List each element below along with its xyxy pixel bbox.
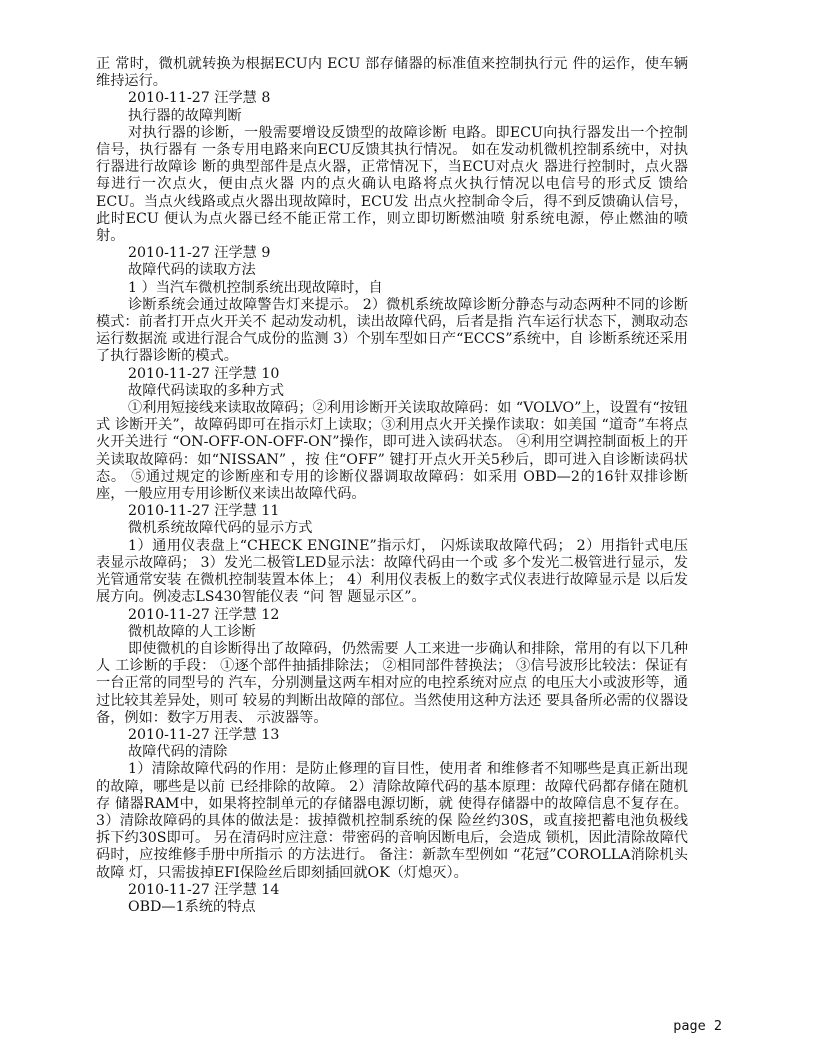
page-number: page 2 — [673, 1018, 722, 1034]
paragraph: 正 常时，微机就转换为根据ECU内 ECU 部存储器的标准值来控制执行元 件的运作，使车辆维持运行。 — [96, 56, 688, 90]
paragraph: 2010-11-27 汪学慧 8 — [128, 90, 271, 107]
paragraph: 故障代码的清除 — [128, 744, 228, 761]
paragraph: 诊断系统会通过故障警告灯来提示。 2）微机系统故障诊断分静态与动态两种不同的诊断模式：前者打开点火开关不 起动发动机，读出故障代码，后者是指 汽车运行状态下，测取动态运行数据流 或进行混合气成份的监测 3）个别车型如日产“ECCS”系统中，自 诊断系统还采用了执行器诊断的模式。 — [96, 296, 688, 365]
paragraph: 故障代码的读取方法 — [128, 262, 256, 279]
paragraph: 故障代码读取的多种方式 — [128, 382, 285, 399]
paragraph: 微机系统故障代码的显示方式 — [128, 520, 313, 537]
paragraph: 1）清除故障代码的作用：是防止修理的盲目性，使用者 和维修者不知哪些是真正新出现的故障，哪些是以前 已经排除的故障。 2）清除故障代码的基本原理：故障代码都存储在随机存 储器RAM中，如果将控制单元的存储器电源切断，就 使得存储器中的故障信息不复存在。 3）清除故障码的具体的做法是：拔掉微机控制系统的保 险丝约30S，或直接把蓄电池负极线拆下约30S即可。 另在清码时应注意：带密码的音响因断电后，会造成 锁机，因此清除故障代码时，应按维修手册中所指示 的方法进行。 备注：新款车型例如 “花冠”COROLLA消除机头故障 灯，只需拔掉EFI保险丝后即刻插回就OK（灯熄灭）。 — [96, 761, 688, 881]
paragraph: 2010-11-27 汪学慧 13 — [128, 726, 280, 743]
document-body — [96, 56, 688, 916]
paragraph: 执行器的故障判断 — [128, 107, 242, 124]
paragraph: 1）通用仪表盘上“CHECK ENGINE”指示灯， 闪烁读取故障代码； 2）用指针式电压表显示故障码； 3）发光二极管LED显示法：故障代码由一个或 多个发光二极管进行显示，发光管通常安装 在微机控制装置本体上； 4）利用仪表板上的数字式仪表进行故障显示是 以后发展方向。例凌志LS430智能仪表 “问 智 题显示区”。 — [96, 537, 688, 606]
paragraph: 微机故障的人工诊断 — [128, 623, 256, 640]
paragraph: ①利用短接线来读取故障码；②利用诊断开关读取故障码：如 “VOLVO”上，设置有“按钮式 诊断开关”，故障码即可在指示灯上读取；③利用点火开关操作读取：如美国 “道奇”车将点火开关进行 “ON-OFF-ON-OFF-ON”操作，即可进入读码状态。 ④利用空调控制面板上的开关读取故障码：如“NISSAN” ，按 住“OFF” 键打开点火开关5秒后，即可进入自诊断读码状态。 ⑤通过规定的诊断座和专用的诊断仪器调取故障码：如采用 OBD—2的16针双排诊断座，一般应用专用诊断仪来读出故障代码。 — [96, 400, 688, 503]
paragraph: 2010-11-27 汪学慧 12 — [128, 606, 280, 623]
paragraph: OBD—1系统的特点 — [128, 898, 256, 915]
paragraph: 对执行器的诊断，一般需要增设反馈型的故障诊断 电路。即ECU向执行器发出一个控制信号，执行器有 一条专用电路来向ECU反馈其执行情况。 如在发动机微机控制系统中，对执行器进行故障诊 断的典型部件是点火器，正常情况下，当ECU对点火 器进行控制时，点火器每进行一次点火，便由点火器 内的点火确认电路将点火执行情况以电信号的形式反 馈给ECU。当点火线路或点火器出现故障时，ECU发 出点火控制命令后，得不到反馈确认信号，此时ECU 便认为点火器已经不能正常工作，则立即切断燃油喷 射系统电源，停止燃油的喷射。 — [96, 124, 688, 245]
paragraph: 1 ）当汽车微机控制系统出现故障时，自 — [128, 279, 383, 296]
paragraph: 2010-11-27 汪学慧 9 — [128, 245, 271, 262]
paragraph: 2010-11-27 汪学慧 11 — [128, 503, 280, 520]
paragraph: 2010-11-27 汪学慧 10 — [128, 365, 280, 382]
paragraph: 2010-11-27 汪学慧 14 — [128, 881, 280, 898]
paragraph: 即使微机的自诊断得出了故障码，仍然需要 人工来进一步确认和排除，常用的有以下几种人 工诊断的手段： ①逐个部件抽插排除法； ②相同部件替换法； ③信号波形比较法：保证有一台正常的同型号的 汽车，分别测量这两车相对应的电控系统对应点 的电压大小或波形等，通过比较其差异处，则可 较易的判断出故障的部位。当然使用这种方法还 要具备所必需的仪器设备，例如：数字万用表、 示波器等。 — [96, 640, 688, 726]
